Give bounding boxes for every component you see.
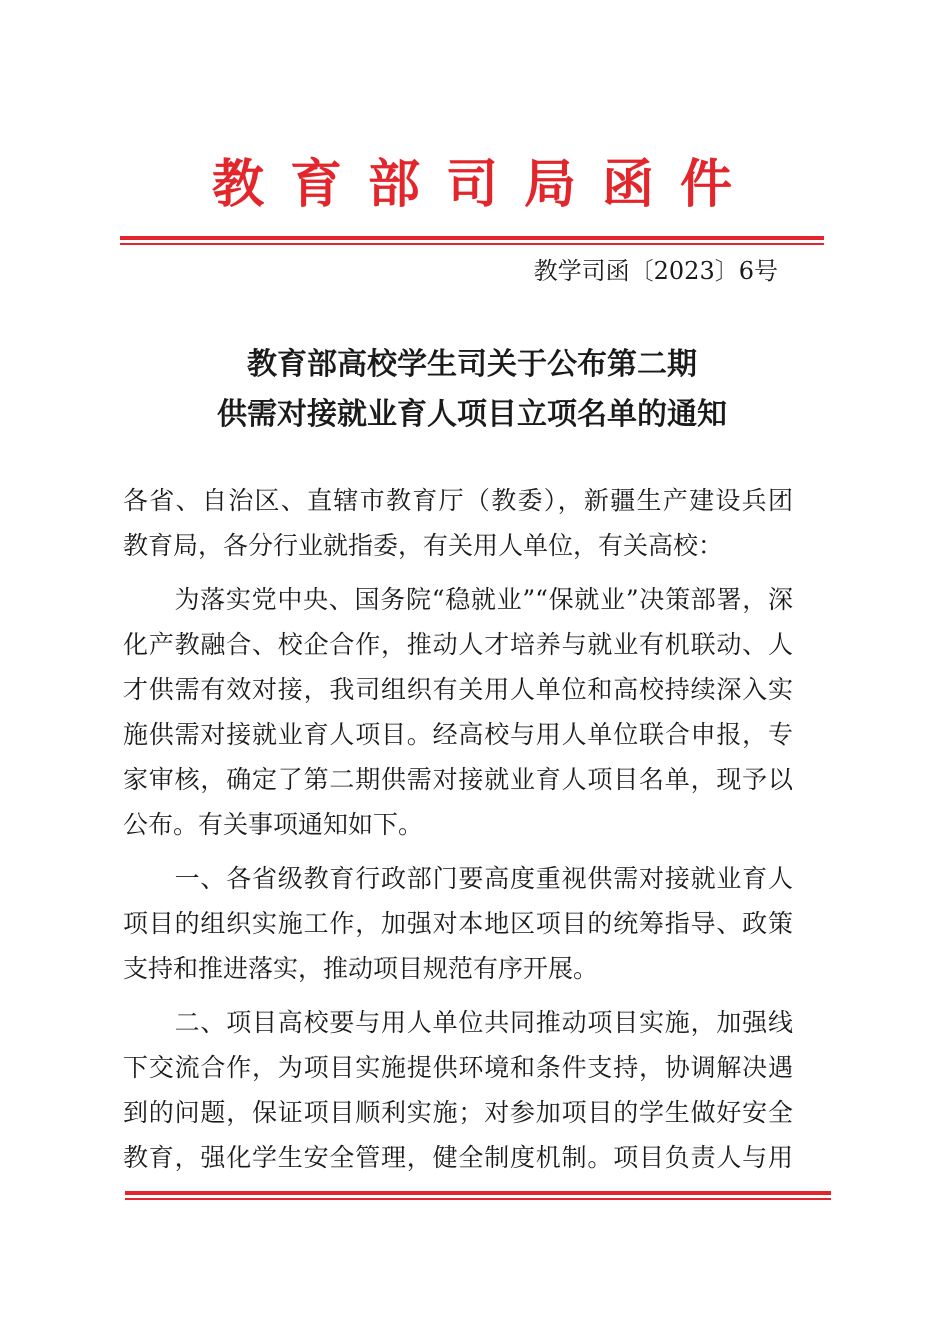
document-body [123,478,793,1180]
body-line: 为落实党中央、国务院“稳就业”“保就业”决策部署，深 [123,585,793,614]
masthead-title: 教育部司局函件 [211,154,758,215]
body-line: 各省、自治区、直辖市教育厅（教委），新疆生产建设兵团 [123,486,793,515]
body-line: 一、各省级教育行政部门要高度重视供需对接就业育人 [123,864,793,893]
masthead-red-rule [120,236,824,245]
body-line: 项目的组织实施工作，加强对本地区项目的统筹指导、政策 [123,909,793,938]
document-number: 教学司函〔2023〕6号 [533,257,778,285]
body-line: 教育局，各分行业就指委，有关用人单位，有关高校： [123,531,724,560]
item-one-paragraph [123,856,793,991]
body-line: 公布。有关事项通知如下。 [123,810,424,839]
body-line: 下交流合作，为项目实施提供环境和条件支持，协调解决遇 [123,1053,793,1082]
body-line: 支持和推进落实，推动项目规范有序开展。 [123,954,599,983]
body-line: 家审核，确定了第二期供需对接就业育人项目名单，现予以 [123,765,793,794]
body-line: 才供需有效对接，我司组织有关用人单位和高校持续深入实 [123,675,793,704]
addressee-paragraph [123,478,793,568]
item-two-paragraph [123,1000,793,1180]
body-line: 二、项目高校要与用人单位共同推动项目实施，加强线 [123,1008,793,1037]
body-line: 化产教融合、校企合作，推动人才培养与就业有机联动、人 [123,630,793,659]
title-line-2: 供需对接就业育人项目立项名单的通知 [217,397,727,432]
intro-paragraph [123,577,793,847]
body-line: 施供需对接就业育人项目。经高校与用人单位联合申报，专 [123,720,793,749]
body-line: 到的问题，保证项目顺利实施；对参加项目的学生做好安全 [123,1098,793,1127]
red-rule-thin [125,1198,831,1200]
document-title [120,340,824,440]
body-line: 教育，强化学生安全管理，健全制度机制。项目负责人与用 [123,1143,793,1172]
footer-red-rule [125,1191,831,1200]
red-rule-thin [120,243,824,245]
title-line-1: 教育部高校学生司关于公布第二期 [247,347,697,382]
